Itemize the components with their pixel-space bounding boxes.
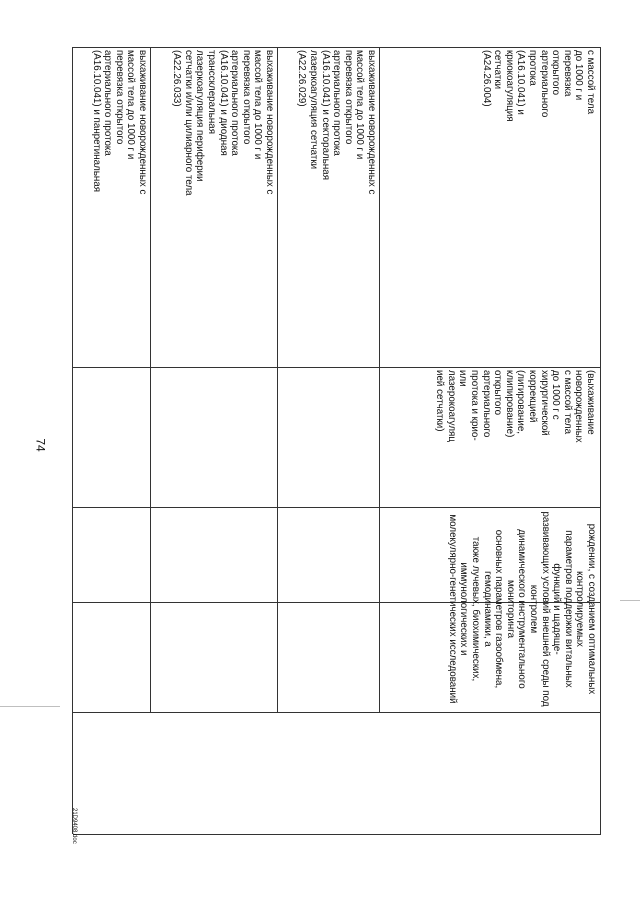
table-border <box>73 367 601 368</box>
row2-method-cell: выхаживание новорожденных с массой тела до 1000 г и перевязка открытого артериального протока (A16.10.041) и секторальная лазеркоагуляция сетчатки (A22.26.029) <box>296 50 377 195</box>
table-border <box>600 47 601 834</box>
page-number: 74 <box>33 438 48 452</box>
row1-condition-cell: (выхаживание новорожденных с массой тела до 1000 г с хирургической коррекцией (лигирование, клипирование) открытого артериального протока и крио- или лазерокоагуляц ией сетчатки) <box>434 370 596 443</box>
footer-code: 21D9408.doc <box>71 808 77 844</box>
row3-method-cell: выхаживание новорожденных с массой тела до 1000 г и перевязка открытого артериального протока (A16.10.041) и диодная транссклеральная лазеркоагуляция периферии сетчатки и/или цилиарного тела (A22.26.033) <box>171 50 275 196</box>
row1-description-cell: рождении, с созданием оптимальных контролируемых параметров поддержки витальных функций и щадяще- развивающих условий внешней среды под контролем динамического инструментального мониторинга основных параметров газообмена, гемодинамики, а также лучевых, биохимических, иммунологических и молекулярно-генетических исследований <box>446 511 597 707</box>
table-border <box>73 712 601 713</box>
rotated-table <box>73 47 601 834</box>
table-border <box>72 47 73 834</box>
row1-method-cell: с массой тела до 1000 г и перевязка открытого артериального протока (A16.10.041) и криокоагуляция сетчатки (A24.26.004) <box>480 50 596 122</box>
table-border <box>150 47 151 712</box>
table-border <box>73 834 601 835</box>
table-border <box>277 47 278 712</box>
scan-artifact-line <box>0 706 60 707</box>
scan-artifact-line <box>620 600 640 601</box>
table-border <box>379 47 380 712</box>
table-border <box>73 507 601 508</box>
row4-method-cell: выхаживание новорожденных с массой тела до 1000 г и перевязка открытого артериального протока (A16.10.041) и панретинальная <box>90 50 148 195</box>
table-border <box>73 47 601 48</box>
